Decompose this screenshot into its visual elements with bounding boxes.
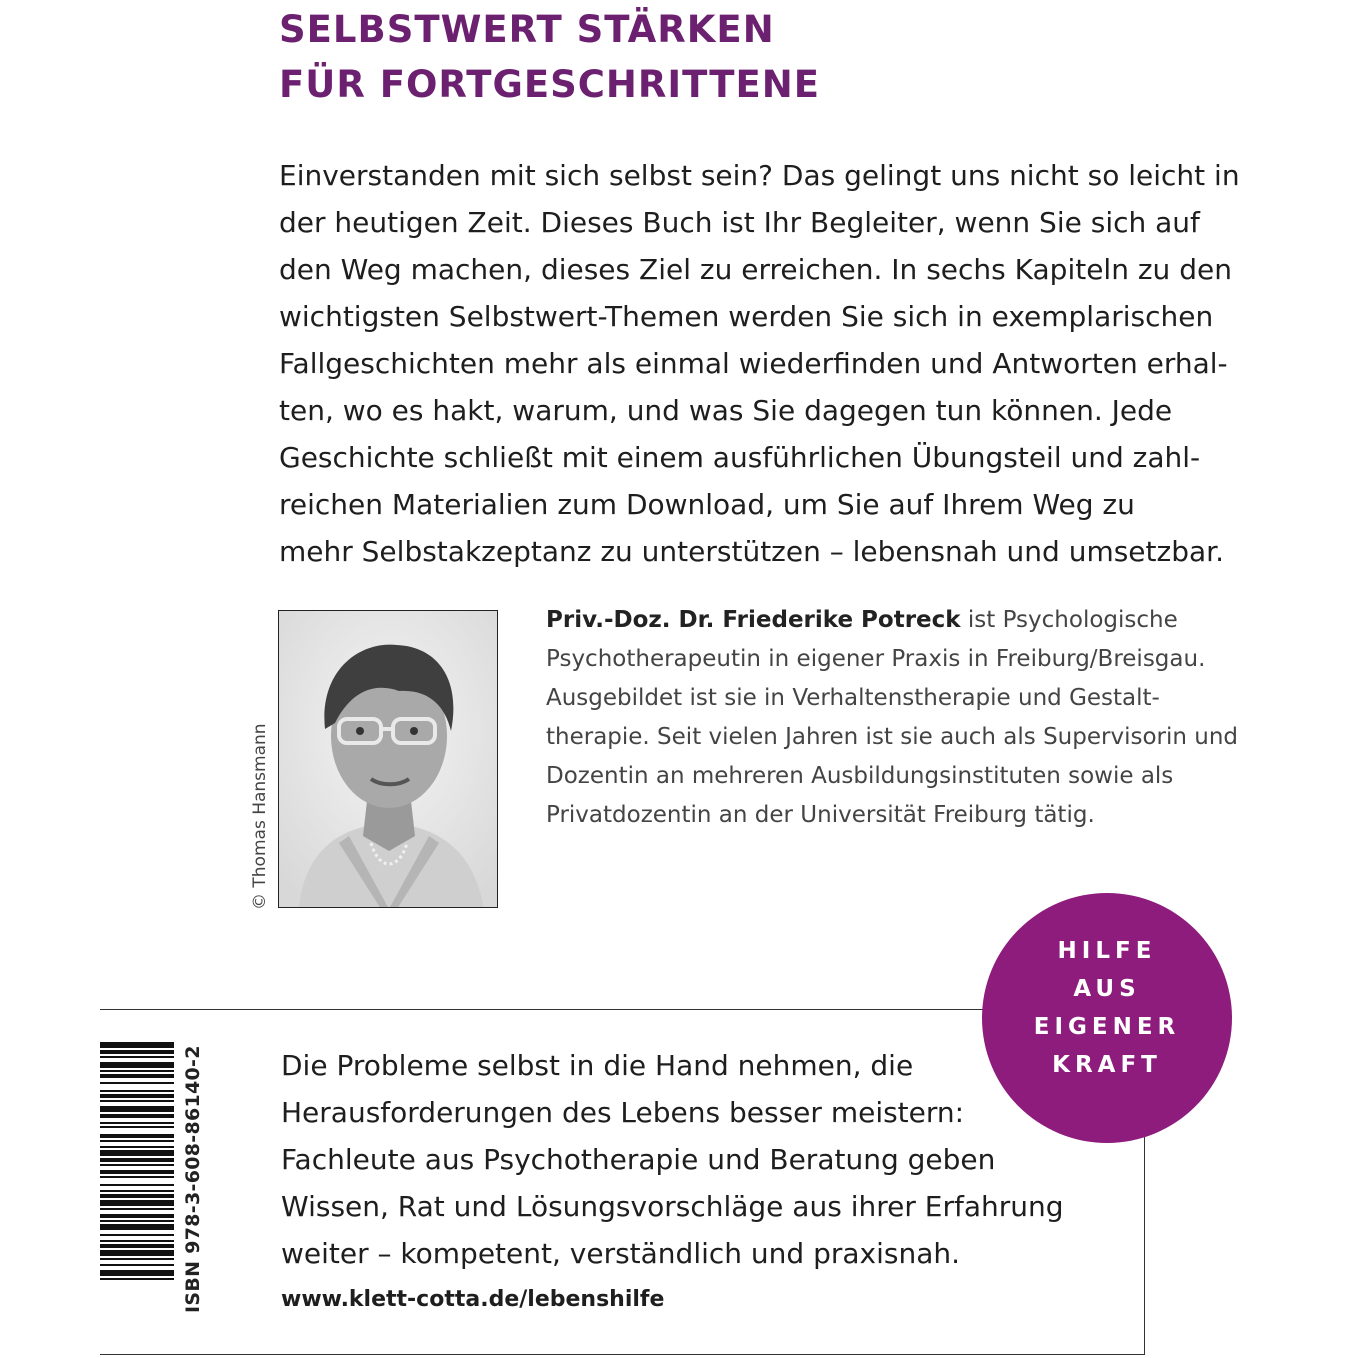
barcode-bar [100, 1082, 174, 1084]
bio-text: ist Psychologische [960, 607, 1178, 633]
barcode-bar [100, 1042, 174, 1048]
book-title [279, 2, 820, 112]
bio-line: Dozentin an mehreren Ausbildungsinstituten sowie als [546, 763, 1174, 789]
description-line: wichtigsten Selbstwert-Themen werden Sie sich in exemplarischen [279, 300, 1214, 333]
series-line: Herausforderungen des Lebens besser meistern: [281, 1096, 965, 1129]
barcode-bar [100, 1070, 174, 1072]
barcode-bar [100, 1164, 174, 1166]
description-line: mehr Selbstakzeptanz zu unterstützen – lebensnah und umsetzbar. [279, 535, 1224, 568]
barcode-bar [100, 1114, 174, 1118]
badge-line: KRAFT [1052, 1052, 1162, 1078]
barcode-bar [100, 1158, 174, 1162]
description-line: reichen Materialien zum Download, um Sie auf Ihrem Weg zu [279, 488, 1135, 521]
description-line: Fallgeschichten mehr als einmal wiederfinden und Antworten erhal- [279, 347, 1228, 380]
series-line: weiter – kompetent, verständlich und praxisnah. [281, 1237, 961, 1270]
barcode-bar [100, 1122, 174, 1124]
bio-line: Privatdozentin an der Universität Freiburg tätig. [546, 802, 1095, 828]
bio-line: Psychotherapeutin in eigener Praxis in Freiburg/Breisgau. [546, 646, 1206, 672]
barcode-bar [100, 1170, 174, 1174]
barcode-bar [100, 1056, 174, 1058]
title-line-1: SELBSTWERT STÄRKEN [279, 8, 775, 51]
author-name: Priv.-Doz. Dr. Friederike Potreck [546, 607, 961, 633]
author-bio [546, 601, 1246, 835]
photo-credit: © Thomas Hansmann [250, 723, 270, 910]
title-line-2: FÜR FORTGESCHRITTENE [279, 63, 820, 106]
badge-line: AUS [1073, 976, 1141, 1002]
author-portrait-illustration [279, 611, 498, 908]
barcode-bar [100, 1050, 174, 1054]
barcode-bar [100, 1250, 174, 1256]
barcode-bar [100, 1240, 174, 1242]
barcode-bar [100, 1094, 174, 1098]
bio-line [546, 601, 1246, 640]
series-description [281, 1042, 1101, 1277]
series-line: Wissen, Rat und Lösungsvorschläge aus ihrer Erfahrung [281, 1190, 1064, 1223]
barcode-bar [100, 1074, 174, 1078]
barcode-bar [100, 1224, 174, 1230]
barcode [100, 1042, 174, 1325]
book-description [279, 152, 1254, 575]
barcode-bar [100, 1214, 174, 1218]
barcode-bar [100, 1208, 174, 1210]
series-badge [982, 893, 1232, 1143]
description-line: Geschichte schließt mit einem ausführlichen Übungsteil und zahl- [279, 441, 1201, 474]
series-line: Fachleute aus Psychotherapie und Beratung geben [281, 1143, 996, 1176]
barcode-bar [100, 1264, 174, 1266]
barcode-bar [100, 1140, 174, 1142]
barcode-bar [100, 1146, 174, 1148]
description-line: der heutigen Zeit. Dieses Buch ist Ihr Begleiter, wenn Sie sich auf [279, 206, 1200, 239]
barcode-bar [100, 1200, 174, 1206]
barcode-bar [100, 1062, 174, 1068]
barcode-bar [100, 1090, 174, 1092]
barcode-bar [100, 1184, 174, 1186]
barcode-bar [100, 1220, 174, 1222]
barcode-bar [100, 1134, 174, 1138]
barcode-bar [100, 1244, 174, 1248]
bio-line: therapie. Seit vielen Jahren ist sie auch als Supervisorin und [546, 724, 1238, 750]
badge-line: EIGENER [1033, 1014, 1181, 1040]
barcode-bar [100, 1194, 174, 1198]
barcode-bar [100, 1100, 174, 1102]
barcode-bar [100, 1126, 174, 1128]
series-line: Die Probleme selbst in die Hand nehmen, die [281, 1049, 914, 1082]
barcode-bar [100, 1258, 174, 1260]
barcode-bar [100, 1176, 174, 1178]
publisher-url[interactable]: www.klett-cotta.de/lebenshilfe [281, 1287, 665, 1312]
barcode-bar [100, 1190, 174, 1192]
badge-line: HILFE [1057, 938, 1157, 964]
author-photo [278, 610, 498, 908]
isbn-number: ISBN 978-3-608-86140-2 [182, 1045, 204, 1313]
barcode-bar [100, 1234, 174, 1236]
barcode-bar [100, 1278, 174, 1280]
barcode-bar [100, 1106, 174, 1112]
description-line: ten, wo es hakt, warum, und was Sie dagegen tun können. Jede [279, 394, 1173, 427]
description-line: Einverstanden mit sich selbst sein? Das gelingt uns nicht so leicht in [279, 159, 1240, 192]
description-line: den Weg machen, dieses Ziel zu erreichen. In sechs Kapiteln zu den [279, 253, 1232, 286]
barcode-bar [100, 1270, 174, 1276]
barcode-bar [100, 1150, 174, 1156]
bio-line: Ausgebildet ist sie in Verhaltenstherapie und Gestalt- [546, 685, 1160, 711]
